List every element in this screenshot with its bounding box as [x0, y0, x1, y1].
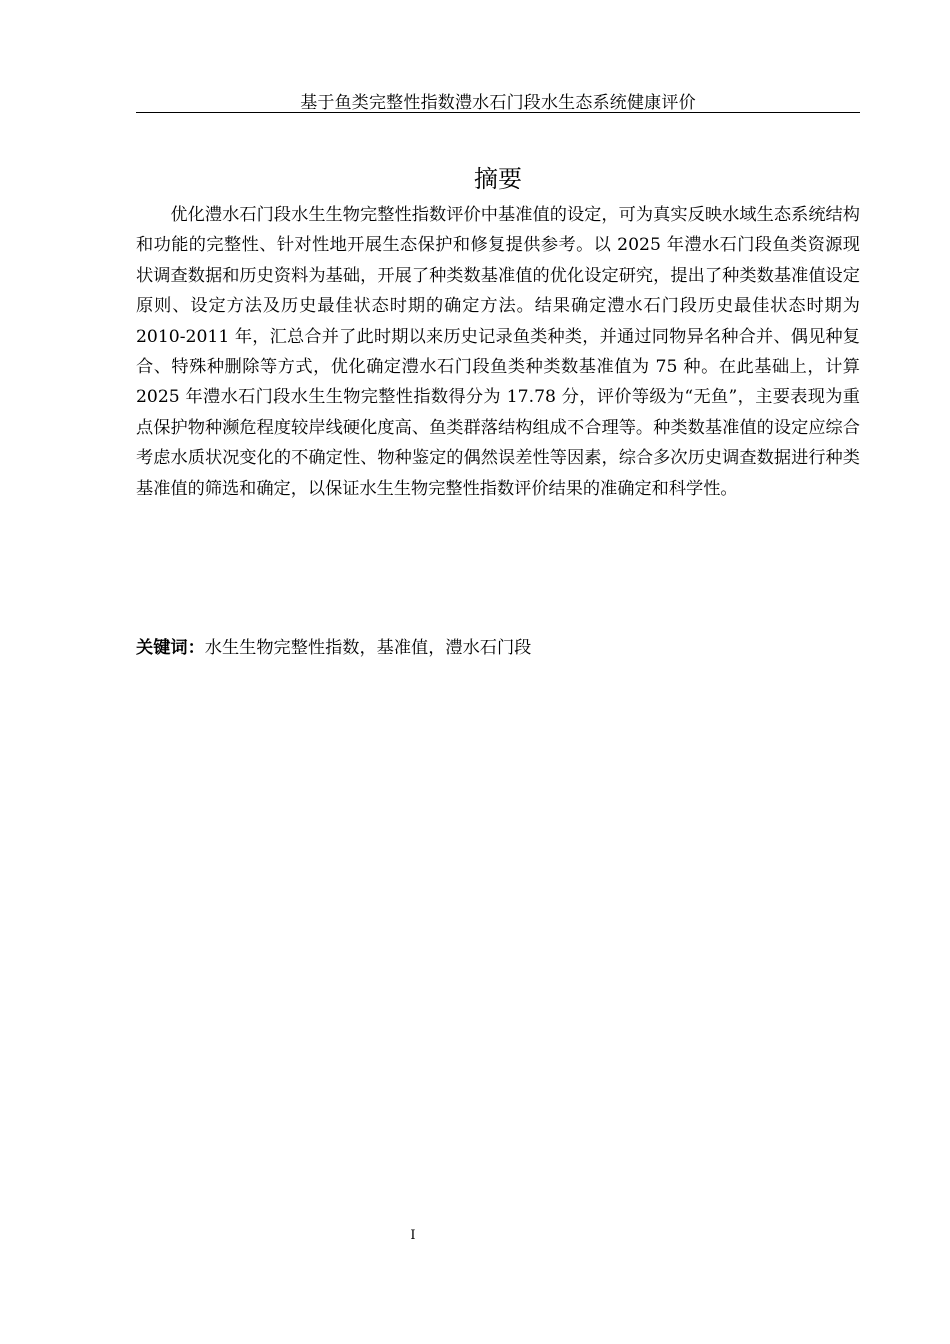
keywords-text: 水生生物完整性指数，基准值，澧水石门段: [204, 638, 532, 658]
header-rule: [136, 112, 860, 113]
keywords-label: 关键词：: [136, 638, 205, 658]
keywords-line: [136, 634, 860, 662]
abstract-heading: 摘要: [474, 165, 522, 194]
running-header: 基于鱼类完整性指数澧水石门段水生态系统健康评价: [300, 93, 696, 113]
page-number: I: [410, 1228, 416, 1243]
abstract-body: 优化澧水石门段水生生物完整性指数评价中基准值的设定，可为真实反映水域生态系统结构和功能的完整性、针对性地开展生态保护和修复提供参考。以 2025 年澧水石门段鱼类资源现状调查数据和历史资料为基础，开展了种类数基准值的优化设定研究，提出了种类数基准值设定原则、设定方法及历史最佳状态时期的确定方法。结果确定澧水石门段历史最佳状态时期为 2010-2011 年，汇总合并了此时期以来历史记录鱼类种类，并通过同物异名种合并、偶见种复合、特殊种删除等方式，优化确定澧水石门段鱼类种类数基准值为 75 种。在此基础上，计算 2025 年澧水石门段水生生物完整性指数得分为 17.78 分，评价等级为“无鱼”，主要表现为重点保护物种濒危程度较岸线硬化度高、鱼类群落结构组成不合理等。种类数基准值的设定应综合考虑水质状况变化的不确定性、物种鉴定的偶然误差性等因素，综合多次历史调查数据进行种类基准值的筛选和确定，以保证水生生物完整性指数评价结果的准确定和科学性。: [136, 205, 860, 499]
